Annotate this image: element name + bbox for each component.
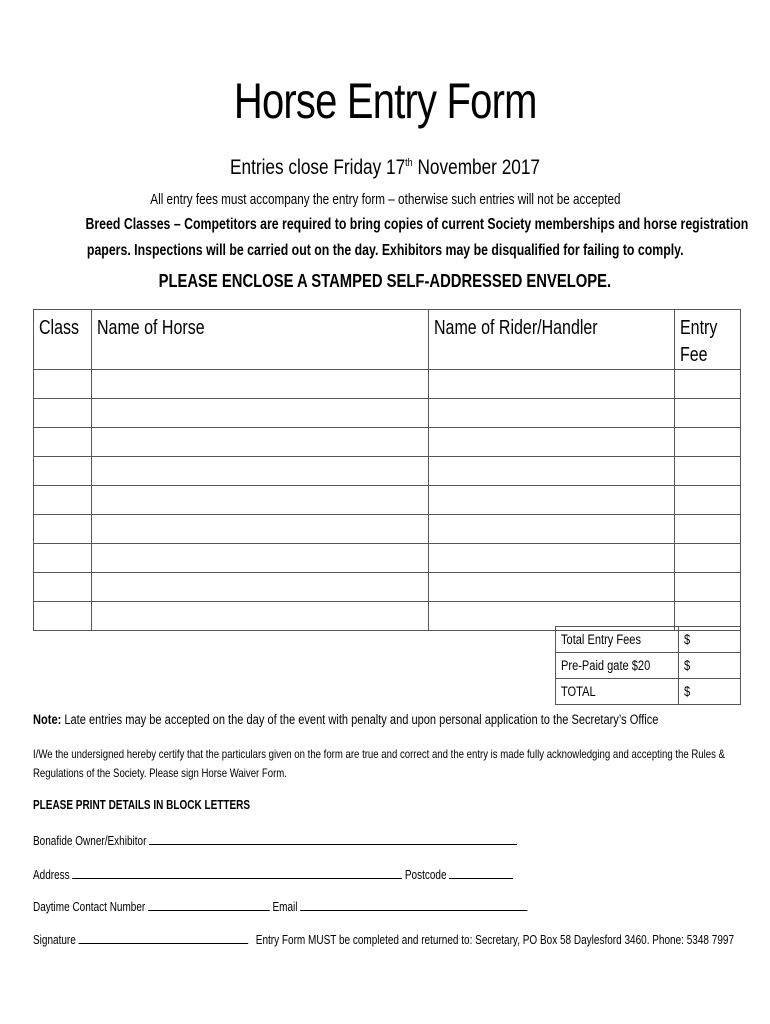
address-field-row (33, 866, 633, 882)
rider-name-cell[interactable] (429, 399, 675, 428)
breed-classes-notice-line1: Breed Classes – Competitors are required to bring copies of current Society memberships and horse registration (85, 216, 749, 233)
envelope-notice: PLEASE ENCLOSE A STAMPED SELF-ADDRESSED ENVELOPE. (158, 270, 612, 291)
total-entry-fees-field[interactable]: $ (679, 627, 741, 653)
owner-label: Bonafide Owner/Exhibitor (33, 834, 147, 848)
horse-name-cell[interactable] (92, 515, 429, 544)
rider-name-cell[interactable] (429, 486, 675, 515)
table-row (34, 515, 741, 544)
rider-name-cell[interactable] (429, 515, 675, 544)
grand-total-row (556, 679, 741, 705)
col-header-horse-name: Name of Horse (92, 310, 429, 370)
table-row (34, 457, 741, 486)
signature-label: Signature (33, 933, 76, 947)
table-row (34, 428, 741, 457)
rider-name-cell[interactable] (429, 457, 675, 486)
entry-fee-cell[interactable] (675, 544, 741, 573)
col-header-rider-name: Name of Rider/Handler (429, 310, 675, 370)
class-cell[interactable] (34, 370, 92, 399)
grand-total-field[interactable]: $ (679, 679, 741, 705)
entry-fee-cell[interactable] (675, 457, 741, 486)
horse-name-cell[interactable] (92, 544, 429, 573)
phone-label: Daytime Contact Number (33, 900, 146, 914)
phone-input-line[interactable] (148, 898, 270, 911)
class-cell[interactable] (34, 399, 92, 428)
class-cell[interactable] (34, 544, 92, 573)
col-header-entry-fee: Entry Fee (675, 310, 741, 370)
col-header-class: Class (34, 310, 92, 370)
table-row (34, 486, 741, 515)
email-input-line[interactable] (300, 898, 527, 911)
prepaid-gate-field[interactable]: $ (679, 653, 741, 679)
block-letters-heading: PLEASE PRINT DETAILS IN BLOCK LETTERS (33, 798, 251, 812)
horse-name-cell[interactable] (92, 573, 429, 602)
entry-fee-cell[interactable] (675, 486, 741, 515)
entry-fee-cell[interactable] (675, 399, 741, 428)
horse-name-cell[interactable] (92, 399, 429, 428)
prepaid-gate-row (556, 653, 741, 679)
breed-classes-notice-line2: papers. Inspections will be carried out on the day. Exhibitors may be disqualified for failing to comply. (86, 242, 684, 259)
address-input-line[interactable] (72, 866, 402, 879)
rider-name-cell[interactable] (429, 544, 675, 573)
class-cell[interactable] (34, 457, 92, 486)
horse-name-cell[interactable] (92, 370, 429, 399)
class-cell[interactable] (34, 573, 92, 602)
total-entry-fees-row (556, 627, 741, 653)
contact-field-row (33, 898, 651, 914)
email-label: Email (272, 900, 298, 914)
horse-name-cell[interactable] (92, 457, 429, 486)
class-cell[interactable] (34, 602, 92, 631)
class-cell[interactable] (34, 515, 92, 544)
signature-input-line[interactable] (79, 931, 249, 944)
owner-input-line[interactable] (149, 832, 517, 845)
grand-total-label: TOTAL (556, 679, 679, 705)
entry-fee-cell[interactable] (675, 573, 741, 602)
entry-fee-cell[interactable] (675, 428, 741, 457)
page-title: Horse Entry Form (233, 73, 537, 129)
fees-notice: All entry fees must accompany the entry form – otherwise such entries will not be accepted (149, 191, 621, 208)
entries-close-date: Entries close Friday 17th November 2017 (229, 156, 540, 179)
totals-table (555, 626, 741, 705)
address-label: Address (33, 868, 70, 882)
class-cell[interactable] (34, 486, 92, 515)
postcode-label: Postcode (404, 868, 447, 882)
owner-field-row (33, 832, 638, 848)
certification-text: I/We the undersigned hereby certify that the particulars given on the form are true and correct and the entry is made fully acknowledging and accepting the Rules & Regulations of the Society. Please sign Horse Waiver Form. (33, 747, 725, 780)
postcode-input-line[interactable] (449, 866, 513, 879)
table-row (34, 370, 741, 399)
table-row (34, 573, 741, 602)
prepaid-gate-label: Pre-Paid gate $20 (556, 653, 679, 679)
horse-name-cell[interactable] (92, 486, 429, 515)
signature-field-row (33, 931, 770, 947)
horse-name-cell[interactable] (92, 602, 429, 631)
horse-name-cell[interactable] (92, 428, 429, 457)
rider-name-cell[interactable] (429, 573, 675, 602)
entry-fee-cell[interactable] (675, 515, 741, 544)
total-entry-fees-label: Total Entry Fees (556, 627, 679, 653)
rider-name-cell[interactable] (429, 428, 675, 457)
rider-name-cell[interactable] (429, 370, 675, 399)
table-row (34, 399, 741, 428)
entries-table (33, 309, 741, 631)
table-row (34, 544, 741, 573)
return-instructions: Entry Form MUST be completed and returned to: Secretary, PO Box 58 Daylesford 3460. Phone: 5348 7997 (255, 933, 735, 947)
entry-fee-cell[interactable] (675, 370, 741, 399)
class-cell[interactable] (34, 428, 92, 457)
late-entries-note: Note: Late entries may be accepted on the day of the event with penalty and upon personal application to the Secretary’s Office (33, 712, 659, 727)
